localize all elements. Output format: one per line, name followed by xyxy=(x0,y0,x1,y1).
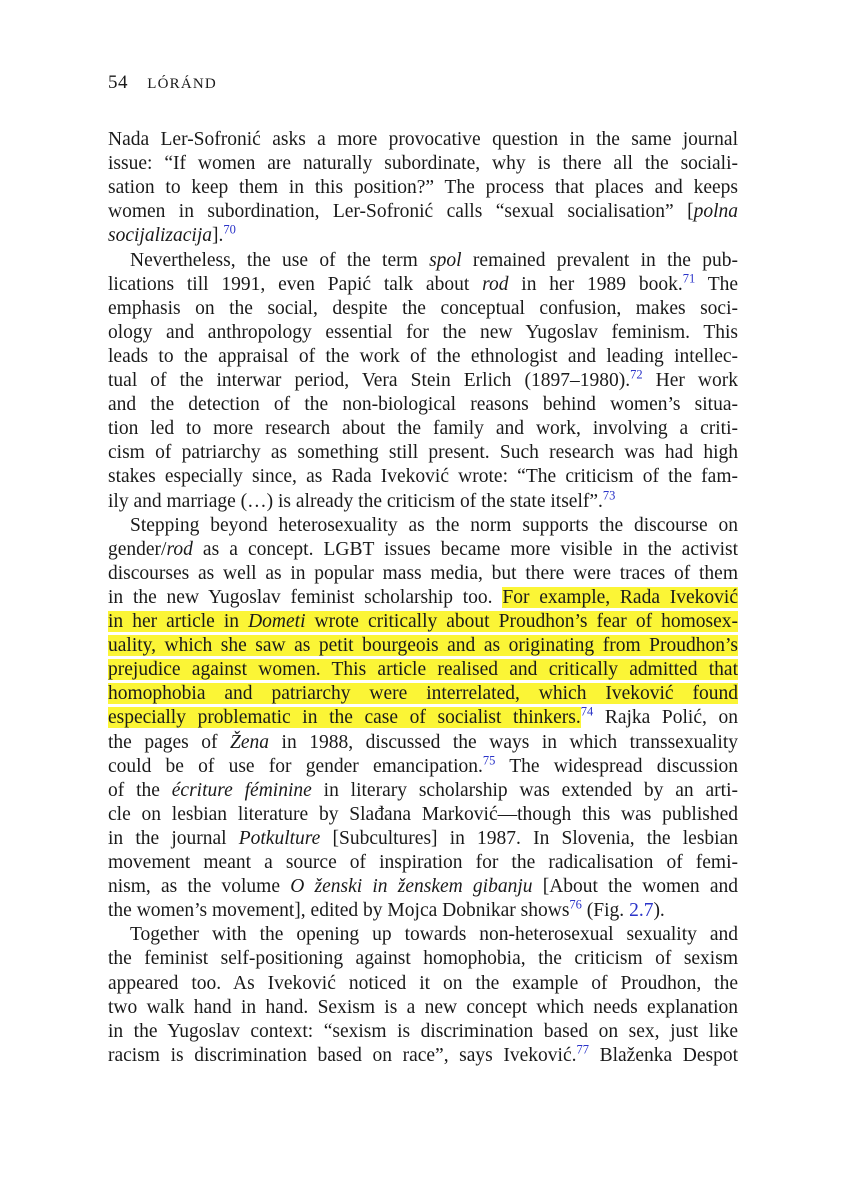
text-line xyxy=(108,345,738,369)
text-span: O ženski in ženskem gibanju xyxy=(290,876,533,898)
footnote-ref[interactable]: 71 xyxy=(682,271,696,286)
text-span: polna xyxy=(693,201,738,223)
running-head-author: LÓRÁND xyxy=(147,76,217,92)
page-number: 54 xyxy=(108,72,128,93)
text-line xyxy=(108,152,738,176)
text-line xyxy=(108,562,738,586)
text-line xyxy=(108,200,738,224)
footnote-ref[interactable]: 75 xyxy=(482,753,496,768)
text-line xyxy=(108,514,738,538)
text-span: the pages of xyxy=(108,731,231,753)
text-span: Her work xyxy=(642,370,739,391)
text-span: Blaženka Despot xyxy=(588,1044,738,1066)
text-span: gender/ xyxy=(108,538,167,560)
highlighted-text: homophobia and patriarchy were interrelated, which Iveković found xyxy=(108,683,738,705)
text-span: cism of patriarchy as something still present. Such research was had high xyxy=(108,442,738,464)
text-span: movement meant a source of inspiration for the radicalisation of femi- xyxy=(108,852,738,873)
text-span: rod xyxy=(166,538,193,560)
text-span: in the journal xyxy=(108,827,239,849)
text-span: nism, as the volume xyxy=(108,876,291,898)
text-span: cle on lesbian literature by Slađana Marković—though this was published xyxy=(108,803,738,825)
text-line xyxy=(108,779,738,803)
text-span: as a concept. LGBT issues became more visible in the activist xyxy=(192,538,738,560)
footnote-ref[interactable]: 77 xyxy=(576,1042,589,1057)
text-span: Potkulture xyxy=(238,827,321,849)
text-span: appeared too. As Iveković noticed it on the example of Proudhon, the xyxy=(108,972,738,994)
text-span: rod xyxy=(482,273,509,295)
text-span: racism is discrimination based on race”, says Iveković. xyxy=(108,1044,577,1066)
text-span: the women’s movement], edited by Mojca Dobnikar shows xyxy=(108,900,570,922)
text-span: The xyxy=(695,273,739,295)
text-line xyxy=(108,297,738,321)
text-line xyxy=(108,682,738,706)
text-line xyxy=(108,634,738,658)
text-span: ology and anthropology essential for the new Yugoslav feminism. This xyxy=(108,321,738,343)
text-line xyxy=(108,803,738,827)
footnote-ref[interactable]: 70 xyxy=(223,222,236,237)
footnote-ref[interactable]: 74 xyxy=(580,704,594,719)
text-span: and the detection of the non-biological reasons behind women’s situa- xyxy=(108,394,738,416)
text-line xyxy=(108,1044,738,1068)
highlighted-text: especially problematic in the case of socialist thinkers. xyxy=(108,707,581,729)
text-line xyxy=(108,369,738,393)
text-line xyxy=(108,176,738,200)
highlighted-text: wrote critically about Proudhon’s fear of homosex- xyxy=(305,611,739,632)
text-line xyxy=(108,947,738,971)
text-span: Žena xyxy=(230,731,270,753)
figure-link[interactable]: 2.7 xyxy=(629,900,654,922)
text-line xyxy=(108,586,738,610)
text-span: emphasis on the social, despite the conceptual confusion, makes soci- xyxy=(108,297,738,319)
text-span: [About the women and xyxy=(532,876,738,898)
text-line xyxy=(108,899,738,923)
text-line xyxy=(108,128,738,152)
highlighted-text: Dometi xyxy=(248,611,306,632)
text-line xyxy=(108,417,738,441)
text-span: Together with the opening up towards non-heterosexual sexuality and xyxy=(130,924,738,946)
text-span: of the xyxy=(108,779,172,801)
running-header xyxy=(108,72,217,94)
text-line xyxy=(108,851,738,875)
text-span: Nevertheless, the use of the term xyxy=(130,249,430,271)
text-line xyxy=(108,465,738,489)
text-span: écriture féminine xyxy=(171,779,312,801)
text-line xyxy=(108,706,738,730)
text-span: The widespread discussion xyxy=(495,755,738,777)
text-span: in 1988, discussed the ways in which transsexuality xyxy=(269,731,738,753)
text-line xyxy=(108,972,738,996)
text-span: tion led to more research about the family and work, involving a criti- xyxy=(108,418,738,440)
text-span: Nada Ler-Sofronić asks a more provocative question in the same journal xyxy=(108,129,738,150)
text-span: [Subcultures] in 1987. In Slovenia, the lesbian xyxy=(320,827,738,849)
text-span: Stepping beyond heterosexuality as the norm supports the discourse on xyxy=(130,514,738,536)
text-line xyxy=(108,490,738,514)
text-span: in the Yugoslav context: “sexism is discrimination based on sex, just like xyxy=(108,1020,738,1042)
text-span: spol xyxy=(429,249,462,271)
text-line xyxy=(108,923,738,947)
text-line xyxy=(108,875,738,899)
text-line xyxy=(108,827,738,851)
text-line xyxy=(108,658,738,682)
text-span: discourses as well as in popular mass media, but there were traces of them xyxy=(108,562,738,584)
text-line xyxy=(108,273,738,297)
text-span: remained prevalent in the pub- xyxy=(461,249,739,271)
text-line xyxy=(108,1020,738,1044)
text-span: sation to keep them in this position?” The process that places and keeps xyxy=(108,177,738,199)
text-line xyxy=(108,996,738,1020)
text-span: in her 1989 book. xyxy=(508,273,683,295)
text-span: two walk hand in hand. Sexism is a new concept which needs explanation xyxy=(108,996,738,1018)
highlighted-text: in her article in xyxy=(108,611,249,632)
text-line xyxy=(108,755,738,779)
text-span: tual of the interwar period, Vera Stein Erlich (1897–1980). xyxy=(108,370,631,391)
text-span: could be of use for gender emancipation. xyxy=(108,755,483,777)
text-line xyxy=(108,224,738,248)
text-span: stakes especially since, as Rada Iveković wrote: “The criticism of the fam- xyxy=(108,466,738,488)
highlighted-text: prejudice against women. This article realised and critically admitted that xyxy=(108,659,738,681)
text-line xyxy=(108,249,738,273)
text-line xyxy=(108,731,738,755)
text-line xyxy=(108,538,738,562)
text-span: socijalizacija xyxy=(108,225,212,247)
text-span: (Fig. xyxy=(581,900,630,922)
highlighted-text: uality, which she saw as petit bourgeois and as originating from Proudhon’s xyxy=(108,635,738,657)
text-line xyxy=(108,441,738,465)
text-span: the feminist self-positioning against homophobia, the criticism of sexism xyxy=(108,948,738,970)
text-span: issue: “If women are naturally subordinate, why is there all the sociali- xyxy=(108,153,738,175)
text-span: ). xyxy=(653,900,665,922)
text-line xyxy=(108,610,738,634)
footnote-ref[interactable]: 73 xyxy=(602,488,616,502)
text-line xyxy=(108,393,738,417)
footnote-ref[interactable]: 76 xyxy=(569,897,582,912)
text-span: women in subordination, Ler-Sofronić calls “sexual socialisation” [ xyxy=(108,201,694,223)
text-span: lications till 1991, even Papić talk about xyxy=(108,273,483,295)
text-span: ily and marriage (…) is already the criticism of the state itself”. xyxy=(108,490,603,512)
footnote-ref[interactable]: 72 xyxy=(630,367,643,382)
text-span: in the new Yugoslav feminist scholarship too. xyxy=(108,586,503,608)
text-span: Rajka Polić, on xyxy=(593,707,738,729)
text-line xyxy=(108,321,738,345)
highlighted-text: For example, Rada Iveković xyxy=(502,586,738,608)
text-span: ]. xyxy=(212,225,224,247)
text-span: leads to the appraisal of the work of the ethnologist and leading intellec- xyxy=(108,345,738,367)
text-span: in literary scholarship was extended by an arti- xyxy=(311,779,738,801)
